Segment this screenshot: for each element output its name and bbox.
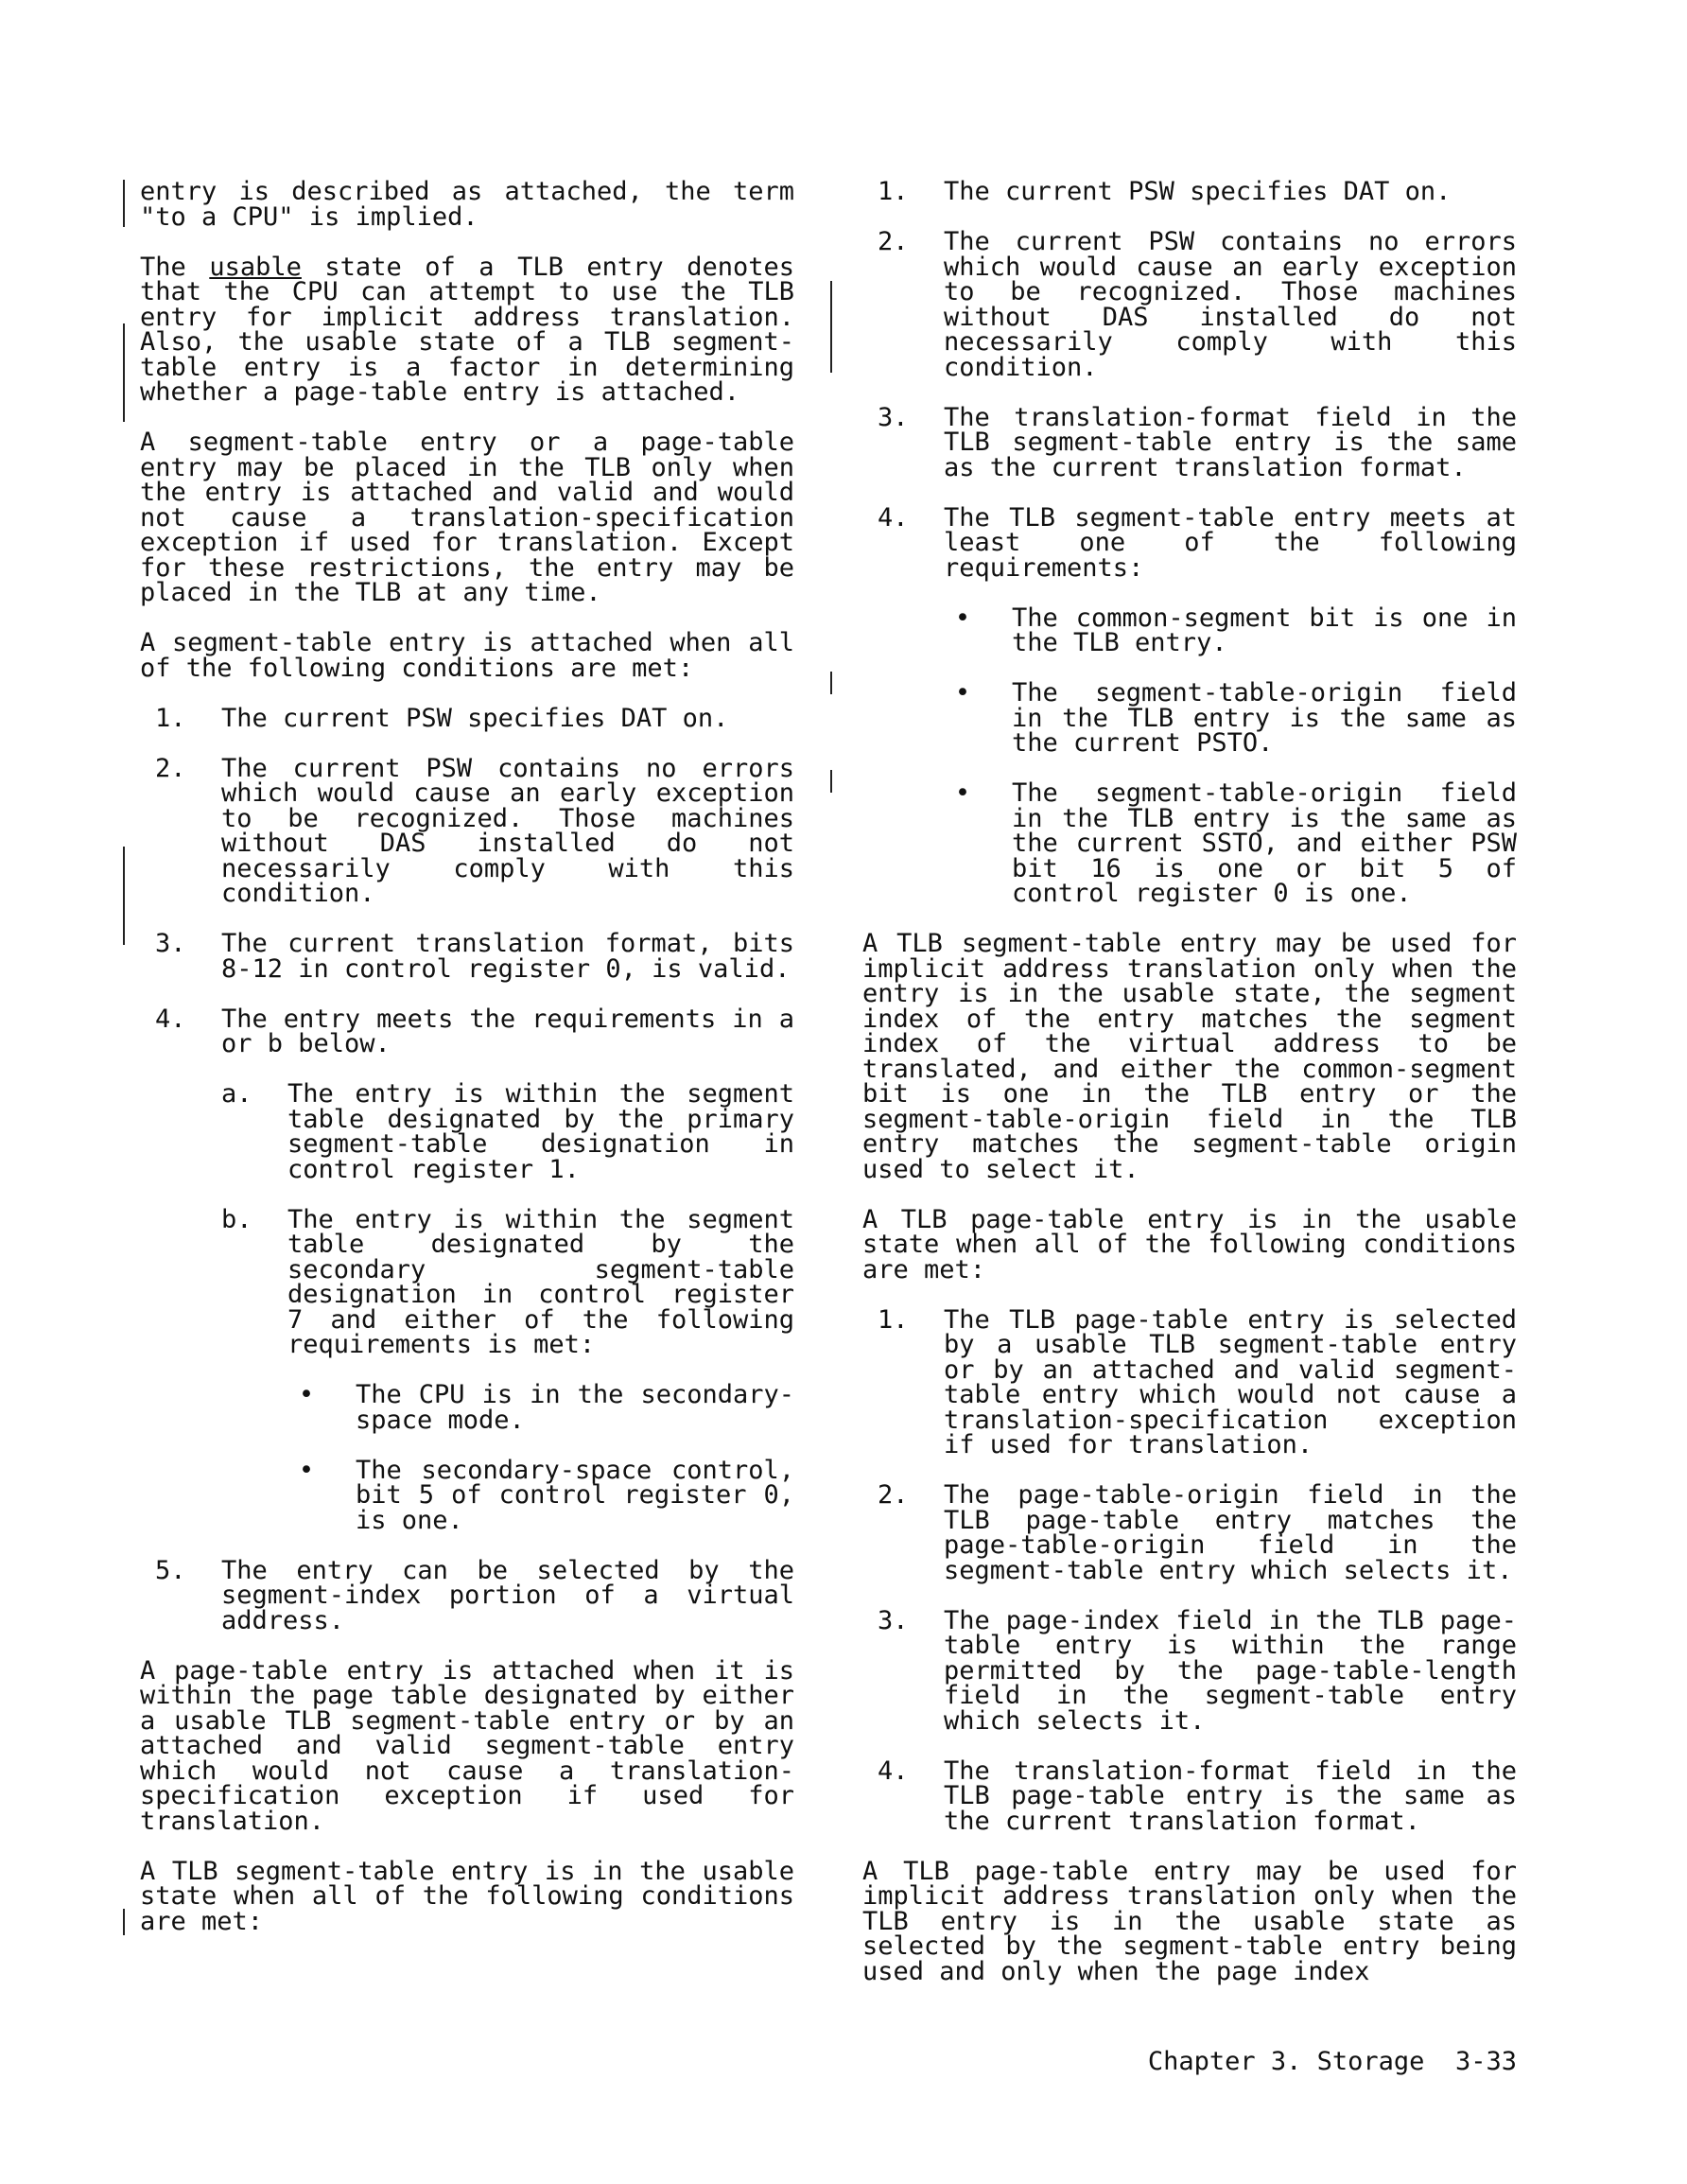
bullet-icon: •: [954, 678, 971, 708]
chapter-title: Chapter 3. Storage: [1147, 2047, 1425, 2076]
revision-bar: [830, 672, 832, 694]
bullet-text: The common-segment bit is one in the TLB entry.: [1012, 603, 1517, 657]
revision-bar: [830, 281, 832, 373]
bullet-icon: •: [298, 1380, 315, 1409]
list-letter: b.: [221, 1204, 252, 1234]
list-text: The current translation format, bits 8-12 in control register 0, is valid.: [221, 929, 794, 984]
list-text: The entry is within the segment table designated by the secondary segment-table designation in control register 7 and either of the following requirements is met:: [287, 1204, 794, 1359]
left-column: [140, 177, 794, 1960]
paragraph: A segment-table entry or a page-table entry may be placed in the TLB only when the entry is attached and valid and would not cause a translation-specification exception if used for translation. Except for these restrictions, the entry may be placed in the TLB at any time.: [140, 428, 794, 607]
bullet-item: [944, 778, 1517, 908]
paragraph: A TLB segment-table entry may be used for implicit address translation only when the entry is in the usable state, the segment index of the entry matches the segment index of the virtual address to be translated, and either the common-segment bit is one in the TLB entry or the segment-table-origin field in the TLB entry matches the segment-table origin used to select it.: [862, 929, 1517, 1184]
list-number: 1.: [878, 177, 909, 206]
list-text: The page-table-origin field in the TLB page-table entry matches the page-table-origin field in the segment-table entry which selects it.: [944, 1480, 1517, 1585]
bullet-item: [287, 1380, 794, 1435]
list-text: The entry is within the segment table designated by the primary segment-table designation in control register 1.: [287, 1079, 794, 1184]
list-item: [862, 1304, 1517, 1459]
list-number: 4.: [155, 1004, 186, 1034]
list-text: The current PSW specifies DAT on.: [944, 177, 1452, 206]
list-number: 5.: [155, 1555, 186, 1585]
list-letter: a.: [221, 1079, 252, 1109]
paragraph: entry is described as attached, the term "to a CPU" is implied.: [140, 177, 794, 232]
list-item: [862, 402, 1517, 482]
list-text: The translation-format field in the TLB segment-table entry is the same as the current translation format.: [944, 402, 1517, 482]
bullet-item: [944, 678, 1517, 758]
paragraph: A TLB segment-table entry is in the usable state when all of the following conditions are met:: [140, 1856, 794, 1936]
bullet-icon: •: [954, 778, 971, 808]
list-number: 2.: [155, 753, 186, 783]
page-footer: [1118, 2047, 1517, 2076]
list-text: The entry can be selected by the segment-index portion of a virtual address.: [221, 1555, 794, 1635]
paragraph: A TLB page-table entry is in the usable state when all of the following conditions are met:: [862, 1204, 1517, 1284]
paragraph-usable-state: [140, 252, 794, 407]
list-number: 3.: [878, 402, 909, 432]
text: state of a TLB entry denotes that the CPU can attempt to use the TLB entry for implicit address translation. Also, the usable state of a TLB segment-table entry is a factor in determining whether a page-table entry is attached.: [140, 252, 794, 407]
list-item: [140, 753, 794, 908]
list-item: [140, 703, 794, 733]
list-number: 1.: [155, 703, 186, 733]
list-number: 2.: [878, 1480, 909, 1510]
list-text: The TLB page-table entry is selected by a usable TLB segment-table entry or by an attached and valid segment-table entry which would not cause a translation-specification exception if used for translation.: [944, 1304, 1517, 1459]
sub-list-item: [221, 1204, 794, 1535]
bullet-text: The secondary-space control, bit 5 of control register 0, is one.: [356, 1455, 794, 1535]
list-item: [862, 502, 1517, 908]
bullet-text: The CPU is in the secondary-space mode.: [356, 1380, 794, 1435]
list-item: [862, 1756, 1517, 1836]
paragraph: A TLB page-table entry may be used for implicit address translation only when the TLB entry is in the usable state as selected by the segment-table entry being used and only when the page index: [862, 1856, 1517, 1986]
list-item: [862, 1480, 1517, 1585]
revision-bar: [123, 323, 125, 422]
list-number: 3.: [878, 1605, 909, 1635]
page-number: 3-33: [1454, 2047, 1517, 2076]
list-text: The page-index field in the TLB page-table entry is within the range permitted by the page-table-length field in the segment-table entry which selects it.: [944, 1605, 1517, 1736]
bullet-item: [944, 603, 1517, 657]
list-number: 4.: [878, 502, 909, 533]
list-item: [140, 1555, 794, 1635]
bullet-icon: •: [954, 603, 971, 633]
revision-bar: [123, 847, 125, 945]
list-item: [140, 1004, 794, 1535]
list-text: The current PSW specifies DAT on.: [221, 703, 729, 733]
defined-term: usable: [209, 252, 302, 282]
list-item: [862, 177, 1517, 206]
list-item: [140, 929, 794, 984]
list-number: 3.: [155, 929, 186, 958]
bullet-item: [287, 1455, 794, 1535]
right-column: [862, 177, 1517, 1986]
list-text: The current PSW contains no errors which would cause an early exception to be recognized. Those machines without DAS installed do not necessarily comply with this condition.: [221, 753, 794, 908]
list-text: The entry meets the requirements in a or b below.: [221, 1004, 794, 1058]
revision-bar: [123, 180, 125, 227]
revision-bar: [123, 1909, 125, 1935]
bullet-text: The segment-table-origin field in the TLB entry is the same as the current SSTO, and either PSW bit 16 is one or bit 5 of control register 0 is one.: [1012, 778, 1517, 908]
list-text: The TLB segment-table entry meets at least one of the following requirements:: [944, 502, 1517, 583]
list-text: The translation-format field in the TLB page-table entry is the same as the current translation format.: [944, 1756, 1517, 1836]
list-item: [862, 227, 1517, 382]
sub-list-item: [221, 1079, 794, 1184]
list-text: The current PSW contains no errors which would cause an early exception to be recognized. Those machines without DAS installed do not necessarily comply with this condition.: [944, 227, 1517, 382]
list-number: 2.: [878, 227, 909, 256]
list-number: 4.: [878, 1756, 909, 1786]
paragraph: A page-table entry is attached when it is within the page table designated by either a usable TLB segment-table entry or by an attached and valid segment-table entry which would not cause a translation-specification exception if used for translation.: [140, 1655, 794, 1836]
revision-bar: [830, 770, 832, 793]
list-number: 1.: [878, 1304, 909, 1335]
bullet-text: The segment-table-origin field in the TLB entry is the same as the current PSTO.: [1012, 678, 1517, 758]
paragraph: A segment-table entry is attached when all of the following conditions are met:: [140, 628, 794, 683]
bullet-icon: •: [298, 1455, 315, 1485]
text: The: [140, 252, 186, 282]
list-item: [862, 1605, 1517, 1736]
